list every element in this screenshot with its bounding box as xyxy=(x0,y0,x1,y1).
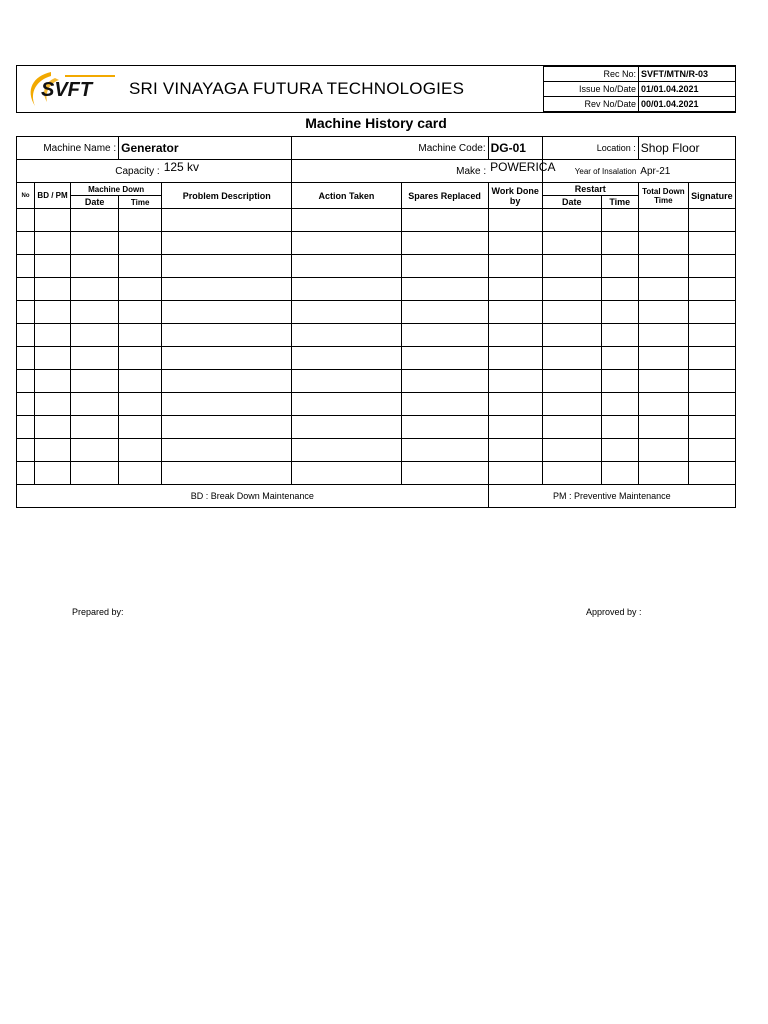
col-machine-down: Machine Down xyxy=(71,183,162,196)
cell-problem[interactable] xyxy=(162,416,292,439)
cell-restart-date[interactable] xyxy=(542,439,601,462)
cell-restart-date[interactable] xyxy=(542,278,601,301)
table-row xyxy=(17,301,736,324)
cell-action[interactable] xyxy=(292,393,401,416)
cell-signature[interactable] xyxy=(688,370,735,393)
column-header-row-1 xyxy=(17,183,736,196)
cell-down-date[interactable] xyxy=(71,209,119,232)
capacity-value: 125 kv xyxy=(162,160,292,183)
approved-by-label: Approved by : xyxy=(586,607,642,617)
cell-down-time[interactable] xyxy=(119,370,162,393)
col-action: Action Taken xyxy=(292,183,401,209)
cell-work-done[interactable] xyxy=(488,393,542,416)
cell-restart-date[interactable] xyxy=(542,370,601,393)
cell-down-time[interactable] xyxy=(119,278,162,301)
document-control-table xyxy=(543,66,736,112)
location-label: Location : xyxy=(542,137,638,160)
cell-spares[interactable] xyxy=(401,462,488,485)
cell-action[interactable] xyxy=(292,278,401,301)
table-body xyxy=(17,209,736,485)
cell-signature[interactable] xyxy=(688,416,735,439)
col-restart-time: Time xyxy=(601,196,638,209)
col-total-down: Total Down Time xyxy=(638,183,688,209)
cell-problem[interactable] xyxy=(162,347,292,370)
cell-restart-time[interactable] xyxy=(601,209,638,232)
cell-problem[interactable] xyxy=(162,255,292,278)
bd-legend: BD : Break Down Maintenance xyxy=(17,485,489,508)
cell-bd-pm[interactable] xyxy=(35,416,71,439)
cell-work-done[interactable] xyxy=(488,232,542,255)
cell-no[interactable] xyxy=(17,370,35,393)
table-row xyxy=(17,324,736,347)
cell-problem[interactable] xyxy=(162,439,292,462)
year-value: Apr-21 xyxy=(638,160,735,183)
col-work-done: Work Done by xyxy=(488,183,542,209)
cell-restart-time[interactable] xyxy=(601,232,638,255)
machine-name-label: Machine Name : xyxy=(17,137,119,160)
cell-total-down[interactable] xyxy=(638,278,688,301)
cell-problem[interactable] xyxy=(162,232,292,255)
cell-signature[interactable] xyxy=(688,278,735,301)
cell-restart-time[interactable] xyxy=(601,416,638,439)
cell-no[interactable] xyxy=(17,301,35,324)
company-name: SRI VINAYAGA FUTURA TECHNOLOGIES xyxy=(129,79,465,98)
cell-action[interactable] xyxy=(292,439,401,462)
cell-signature[interactable] xyxy=(688,462,735,485)
rev-value: 00/01.04.2021 xyxy=(639,97,736,112)
cell-down-time[interactable] xyxy=(119,324,162,347)
cell-no[interactable] xyxy=(17,416,35,439)
cell-down-date[interactable] xyxy=(71,416,119,439)
cell-spares[interactable] xyxy=(401,278,488,301)
cell-bd-pm[interactable] xyxy=(35,209,71,232)
cell-restart-time[interactable] xyxy=(601,370,638,393)
legend-row xyxy=(17,485,736,508)
page-title: Machine History card xyxy=(305,115,447,131)
cell-problem[interactable] xyxy=(162,393,292,416)
cell-signature[interactable] xyxy=(688,393,735,416)
cell-work-done[interactable] xyxy=(488,370,542,393)
col-down-time: Time xyxy=(119,196,162,209)
cell-spares[interactable] xyxy=(401,255,488,278)
table-row xyxy=(17,232,736,255)
cell-signature[interactable] xyxy=(688,301,735,324)
location-value: Shop Floor xyxy=(638,137,735,160)
cell-restart-date[interactable] xyxy=(542,255,601,278)
cell-no[interactable] xyxy=(17,232,35,255)
make-label: Make : xyxy=(292,160,488,183)
cell-problem[interactable] xyxy=(162,462,292,485)
cell-restart-date[interactable] xyxy=(542,324,601,347)
cell-no[interactable] xyxy=(17,324,35,347)
col-spares: Spares Replaced xyxy=(401,183,488,209)
col-down-date: Date xyxy=(71,196,119,209)
svg-text:SVFT: SVFT xyxy=(41,79,93,101)
cell-total-down[interactable] xyxy=(638,347,688,370)
year-label: Year of Insalation xyxy=(542,160,638,183)
table-row xyxy=(17,439,736,462)
cell-signature[interactable] xyxy=(688,232,735,255)
cell-problem[interactable] xyxy=(162,278,292,301)
cell-restart-date[interactable] xyxy=(542,393,601,416)
cell-signature[interactable] xyxy=(688,324,735,347)
cell-total-down[interactable] xyxy=(638,439,688,462)
issue-label: Issue No/Date xyxy=(544,82,639,97)
cell-bd-pm[interactable] xyxy=(35,324,71,347)
cell-no[interactable] xyxy=(17,393,35,416)
table-row xyxy=(17,278,736,301)
cell-down-date[interactable] xyxy=(71,255,119,278)
cell-spares[interactable] xyxy=(401,347,488,370)
cell-restart-date[interactable] xyxy=(542,416,601,439)
cell-spares[interactable] xyxy=(401,301,488,324)
cell-total-down[interactable] xyxy=(638,393,688,416)
cell-down-time[interactable] xyxy=(119,232,162,255)
cell-problem[interactable] xyxy=(162,209,292,232)
cell-restart-time[interactable] xyxy=(601,324,638,347)
table-row xyxy=(17,209,736,232)
cell-total-down[interactable] xyxy=(638,209,688,232)
cell-down-date[interactable] xyxy=(71,370,119,393)
cell-spares[interactable] xyxy=(401,370,488,393)
cell-no[interactable] xyxy=(17,278,35,301)
col-restart: Restart xyxy=(542,183,638,196)
cell-action[interactable] xyxy=(292,324,401,347)
cell-action[interactable] xyxy=(292,232,401,255)
cell-bd-pm[interactable] xyxy=(35,347,71,370)
cell-total-down[interactable] xyxy=(638,370,688,393)
cell-total-down[interactable] xyxy=(638,232,688,255)
cell-action[interactable] xyxy=(292,370,401,393)
cell-problem[interactable] xyxy=(162,301,292,324)
cell-work-done[interactable] xyxy=(488,278,542,301)
cell-spares[interactable] xyxy=(401,393,488,416)
cell-bd-pm[interactable] xyxy=(35,278,71,301)
cell-spares[interactable] xyxy=(401,232,488,255)
cell-bd-pm[interactable] xyxy=(35,462,71,485)
pm-legend: PM : Preventive Maintenance xyxy=(488,485,735,508)
machine-name-value: Generator xyxy=(119,137,292,160)
cell-problem[interactable] xyxy=(162,370,292,393)
cell-down-time[interactable] xyxy=(119,439,162,462)
cell-total-down[interactable] xyxy=(638,416,688,439)
cell-down-time[interactable] xyxy=(119,393,162,416)
machine-code-value: DG-01 xyxy=(488,137,542,160)
table-row xyxy=(17,255,736,278)
cell-restart-date[interactable] xyxy=(542,462,601,485)
cell-action[interactable] xyxy=(292,301,401,324)
cell-work-done[interactable] xyxy=(488,416,542,439)
cell-action[interactable] xyxy=(292,209,401,232)
cell-spares[interactable] xyxy=(401,209,488,232)
cell-action[interactable] xyxy=(292,255,401,278)
col-restart-date: Date xyxy=(542,196,601,209)
cell-down-date[interactable] xyxy=(71,278,119,301)
cell-down-time[interactable] xyxy=(119,347,162,370)
cell-bd-pm[interactable] xyxy=(35,301,71,324)
cell-no[interactable] xyxy=(17,255,35,278)
cell-restart-date[interactable] xyxy=(542,301,601,324)
cell-action[interactable] xyxy=(292,416,401,439)
prepared-by-label: Prepared by: xyxy=(72,607,124,617)
cell-down-date[interactable] xyxy=(71,393,119,416)
rec-no-value: SVFT/MTN/R-03 xyxy=(639,67,736,82)
table-row xyxy=(17,416,736,439)
table-row xyxy=(17,462,736,485)
cell-work-done[interactable] xyxy=(488,324,542,347)
cell-total-down[interactable] xyxy=(638,462,688,485)
cell-total-down[interactable] xyxy=(638,301,688,324)
cell-restart-date[interactable] xyxy=(542,209,601,232)
cell-work-done[interactable] xyxy=(488,347,542,370)
cell-signature[interactable] xyxy=(688,347,735,370)
machine-code-label: Machine Code: xyxy=(292,137,488,160)
cell-bd-pm[interactable] xyxy=(35,393,71,416)
cell-down-time[interactable] xyxy=(119,255,162,278)
cell-total-down[interactable] xyxy=(638,255,688,278)
issue-value: 01/01.04.2021 xyxy=(639,82,736,97)
cell-restart-time[interactable] xyxy=(601,301,638,324)
capacity-label: Capacity : xyxy=(17,160,162,183)
document-header xyxy=(16,65,736,113)
cell-restart-date[interactable] xyxy=(542,232,601,255)
cell-work-done[interactable] xyxy=(488,301,542,324)
table-row xyxy=(17,393,736,416)
cell-restart-date[interactable] xyxy=(542,347,601,370)
table-row xyxy=(17,347,736,370)
cell-spares[interactable] xyxy=(401,324,488,347)
cell-down-time[interactable] xyxy=(119,301,162,324)
col-problem: Problem Description xyxy=(162,183,292,209)
cell-restart-time[interactable] xyxy=(601,393,638,416)
cell-action[interactable] xyxy=(292,462,401,485)
cell-signature[interactable] xyxy=(688,209,735,232)
cell-action[interactable] xyxy=(292,347,401,370)
svft-logo xyxy=(21,68,117,110)
cell-restart-time[interactable] xyxy=(601,255,638,278)
col-no: No xyxy=(17,183,35,209)
cell-restart-time[interactable] xyxy=(601,278,638,301)
cell-no[interactable] xyxy=(17,462,35,485)
cell-down-date[interactable] xyxy=(71,301,119,324)
cell-restart-time[interactable] xyxy=(601,462,638,485)
cell-work-done[interactable] xyxy=(488,462,542,485)
rec-no-label: Rec No: xyxy=(544,67,639,82)
cell-problem[interactable] xyxy=(162,324,292,347)
history-table xyxy=(16,136,736,508)
cell-bd-pm[interactable] xyxy=(35,232,71,255)
cell-no[interactable] xyxy=(17,347,35,370)
make-value: POWERICA xyxy=(488,160,542,183)
rev-label: Rev No/Date xyxy=(544,97,639,112)
cell-work-done[interactable] xyxy=(488,209,542,232)
cell-down-date[interactable] xyxy=(71,324,119,347)
cell-down-date[interactable] xyxy=(71,232,119,255)
cell-down-time[interactable] xyxy=(119,209,162,232)
cell-work-done[interactable] xyxy=(488,255,542,278)
info-row-2 xyxy=(17,160,736,183)
cell-bd-pm[interactable] xyxy=(35,370,71,393)
col-signature: Signature xyxy=(688,183,735,209)
cell-down-time[interactable] xyxy=(119,416,162,439)
cell-no[interactable] xyxy=(17,439,35,462)
cell-down-date[interactable] xyxy=(71,462,119,485)
cell-no[interactable] xyxy=(17,209,35,232)
table-row xyxy=(17,370,736,393)
cell-spares[interactable] xyxy=(401,439,488,462)
cell-restart-time[interactable] xyxy=(601,439,638,462)
cell-signature[interactable] xyxy=(688,439,735,462)
cell-down-date[interactable] xyxy=(71,439,119,462)
cell-bd-pm[interactable] xyxy=(35,255,71,278)
col-bd-pm: BD / PM xyxy=(35,183,71,209)
cell-work-done[interactable] xyxy=(488,439,542,462)
cell-signature[interactable] xyxy=(688,255,735,278)
cell-down-time[interactable] xyxy=(119,462,162,485)
cell-down-date[interactable] xyxy=(71,347,119,370)
cell-bd-pm[interactable] xyxy=(35,439,71,462)
info-row-1 xyxy=(17,137,736,160)
cell-restart-time[interactable] xyxy=(601,347,638,370)
cell-spares[interactable] xyxy=(401,416,488,439)
cell-total-down[interactable] xyxy=(638,324,688,347)
